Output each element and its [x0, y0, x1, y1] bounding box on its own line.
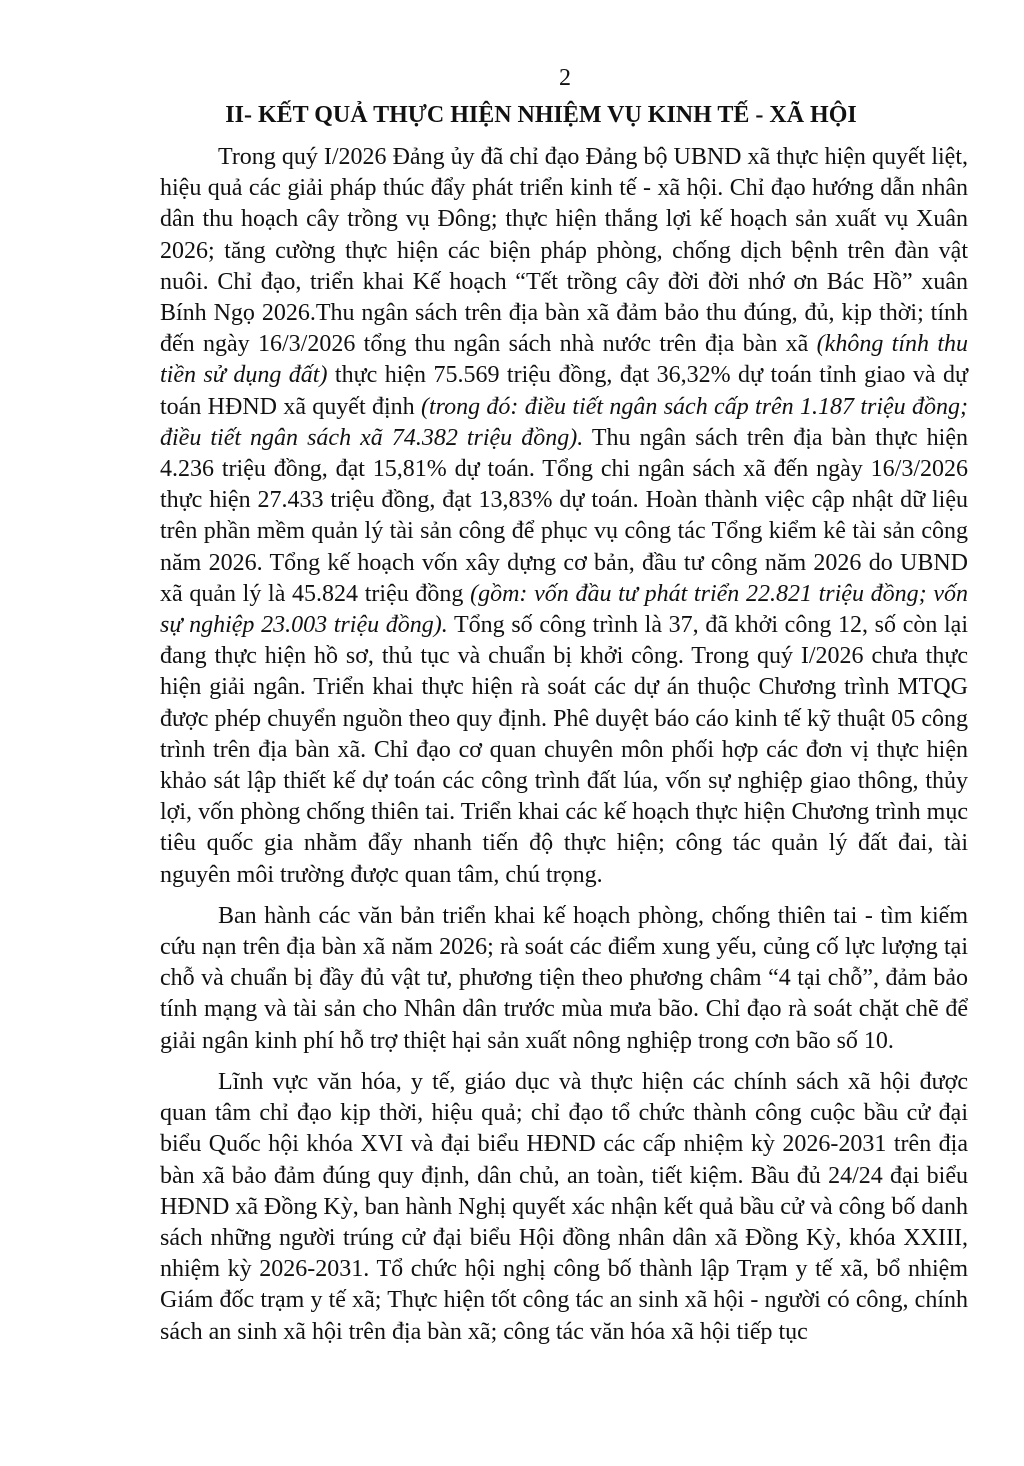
page-number: 2 — [559, 65, 571, 91]
paragraph-text: Thu ngân sách trên địa bàn thực hiện 4.236 triệu đồng, đạt 15,81% dự toán. Tổng chi ngân sách xã đến ngày 16/3/2026 thực hiện 27.433 triệu đồng, đạt 13,83% dự toán. Hoàn thành việc cập nhật dữ liệu trên phần mềm quản lý tài sản công để phục vụ công tác Tổng kiểm kê tài sản công năm 2026. Tổng kế hoạch vốn xây dựng cơ bản, đầu tư công năm 2026 do UBND xã quản lý là 45.824 triệu đồng — [160, 424, 968, 607]
paragraph-text: Tổng số công trình là 37, đã khởi công 12, số còn lại đang thực hiện hồ sơ, thủ tục và chuẩn bị khởi công. Trong quý I/2026 chưa thực hiện giải ngân. Triển khai thực hiện rà soát các dự án thuộc Chương trình MTQG được phép chuyển nguồn theo quy định. Phê duyệt báo cáo kinh tế kỹ thuật 05 công trình trên địa bàn xã. Chỉ đạo cơ quan chuyên môn phối hợp các đơn vị thực hiện khảo sát lập thiết kế dự toán các công trình đất lúa, vốn sự nghiệp giao thông, thủy lợi, vốn phòng chống thiên tai. Triển khai các kế hoạch thực hiện Chương trình mục tiêu quốc gia nhằm đẩy nhanh tiến độ thực hiện; công tác quản lý đất đai, tài nguyên môi trường được quan tâm, chú trọng. — [160, 612, 968, 888]
italic-note: (gồm: vốn đầu tư phát triển 22.821 triệu đồng; vốn sự nghiệp 23.003 triệu đồng). — [160, 580, 968, 639]
italic-note: (trong đó: điều tiết ngân sách cấp trên 1.187 triệu đồng; điều tiết ngân sách xã 74.382 triệu đồng). — [160, 393, 969, 451]
paragraph-culture-society: Lĩnh vực văn hóa, y tế, giáo dục và thực hiện các chính sách xã hội được quan tâm chỉ đạo kịp thời, hiệu quả; chỉ đạo tổ chức thành công cuộc bầu cử đại biểu Quốc hội khóa XVI và đại biểu HĐND các cấp nhiệm kỳ 2026-2031 trên địa bàn xã bảo đảm đúng quy định, dân chủ, an toàn, tiết kiệm. Bầu đủ 24/24 đại biểu HĐND xã Đồng Kỳ, ban hành Nghị quyết xác nhận kết quả bầu cử và công bố danh sách những người trúng cử đại biểu Hội đồng nhân dân xã Đồng Kỳ, khóa XXIII, nhiệm kỳ 2026-2031. Tổ chức hội nghị công bố thành lập Trạm y tế xã, bổ nhiệm Giám đốc trạm y tế xã; Thực hiện tốt công tác an sinh xã hội - người có công, chính sách an sinh xã hội trên địa bàn xã; công tác văn hóa xã hội tiếp tục — [160, 1068, 968, 1345]
paragraph-text: Trong quý I/2026 Đảng ủy đã chỉ đạo Đảng bộ UBND xã thực hiện quyết liệt, hiệu quả các giải pháp thúc đẩy phát triển kinh tế - xã hội. Chỉ đạo hướng dẫn nhân dân thu hoạch cây trồng vụ Đông; thực hiện thắng lợi kế hoạch sản xuất vụ Xuân 2026; tăng cường thực hiện các biện pháp phòng, chống dịch bệnh trên đàn vật nuôi. Chỉ đạo, triển khai Kế hoạch “Tết trồng cây đời đời nhớ ơn Bác Hồ” xuân Bính Ngọ 2026.Thu ngân sách trên địa bàn xã đảm bảo thu đúng, đủ, kịp thời; tính đến ngày 16/3/2026 tổng thu ngân sách nhà nước trên địa bàn xã — [160, 144, 968, 358]
paragraph-disaster-prevention: Ban hành các văn bản triển khai kế hoạch phòng, chống thiên tai - tìm kiếm cứu nạn trên địa bàn xã năm 2026; rà soát các điểm xung yếu, củng cố lực lượng tại chỗ và chuẩn bị đầy đủ vật tư, phương tiện theo phương châm “4 tại chỗ”, đảm bảo tính mạng và tài sản cho Nhân dân trước mùa mưa bão. Chỉ đạo rà soát chặt chẽ để giải ngân kinh phí hỗ trợ thiệt hại sản xuất nông nghiệp trong cơn bão số 10. — [160, 902, 968, 1054]
document-body — [160, 142, 968, 1348]
italic-note: (không tính thu tiền sử dụng đất) — [160, 331, 969, 389]
paragraph-economy — [160, 142, 968, 891]
paragraph-text: thực hiện 75.569 triệu đồng, đạt 36,32% dự toán tỉnh giao và dự toán HĐND xã quyết định — [160, 362, 968, 420]
section-heading: II- KẾT QUẢ THỰC HIỆN NHIỆM VỤ KINH TẾ - XÃ HỘI — [225, 102, 857, 128]
